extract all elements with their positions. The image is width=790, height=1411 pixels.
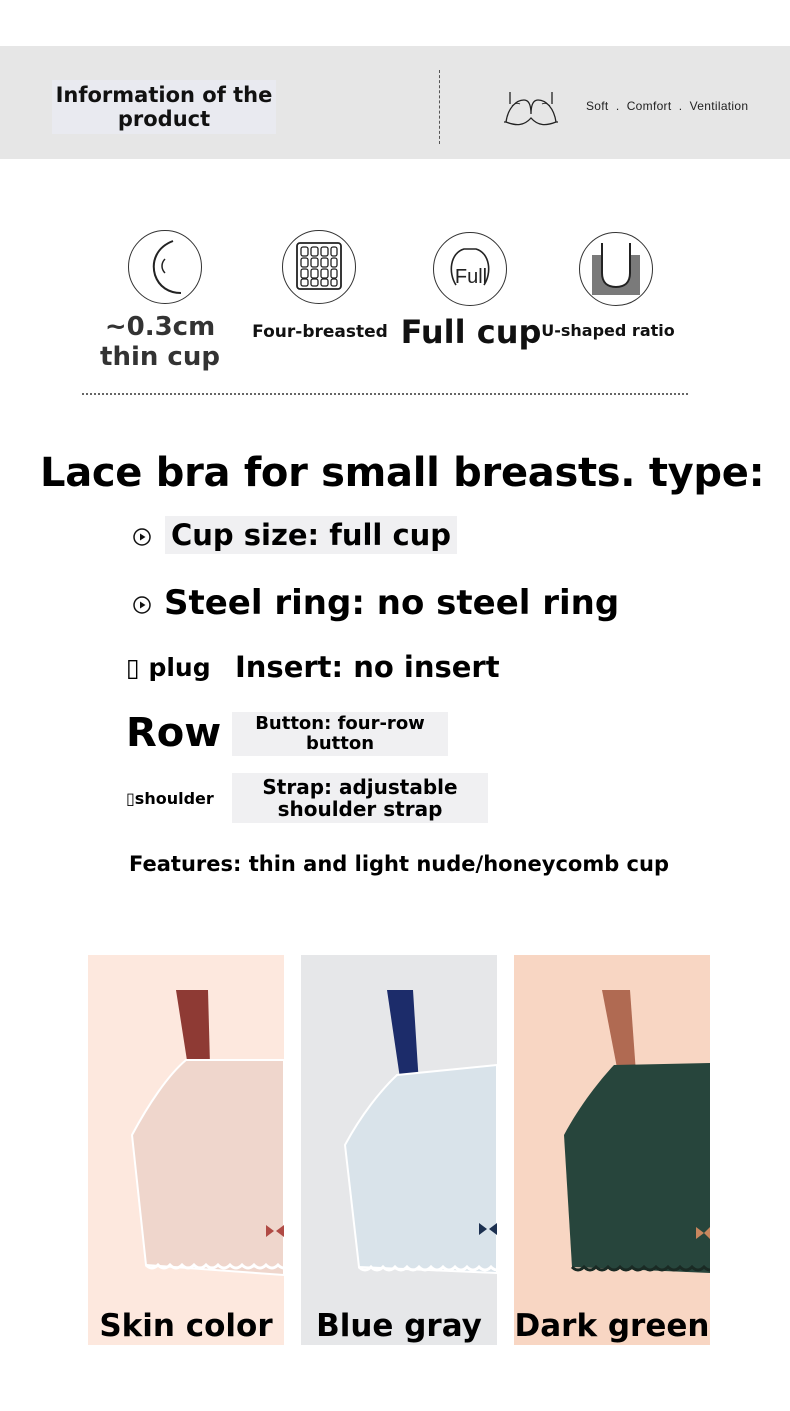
bra-outline-icon <box>502 86 560 130</box>
shoulder-tag: ▯shoulder <box>126 789 214 808</box>
thin-cup-icon <box>128 230 202 304</box>
color-label: Dark green <box>514 1308 710 1344</box>
u-shaped-ratio-label: U-shaped ratio <box>541 321 675 340</box>
full-cup-icon <box>433 232 507 306</box>
tagline: Soft . Comfort . Ventilation <box>586 99 749 113</box>
features-spec: Features: thin and light nude/honeycomb cup <box>129 852 669 876</box>
color-label: Blue gray <box>316 1308 482 1344</box>
full-cup-icon-text: Full <box>454 266 488 288</box>
full-cup-label: Full cup <box>400 313 542 351</box>
play-circle-icon <box>133 596 151 614</box>
color-card-skin[interactable] <box>88 955 284 1345</box>
u-shaped-ratio-icon <box>579 232 653 306</box>
color-label: Skin color <box>99 1308 273 1344</box>
insert-spec: Insert: no insert <box>235 650 500 684</box>
four-breasted-label: Four-breasted <box>252 322 388 342</box>
row-tag: Row <box>126 710 222 756</box>
product-info-title: Information of the product <box>52 80 276 134</box>
four-breasted-hook-icon <box>282 230 356 304</box>
play-circle-icon <box>133 528 151 546</box>
bra-product-image <box>88 955 284 1345</box>
spec-headline: Lace bra for small breasts. type: <box>40 450 765 496</box>
plug-tag: ▯ plug <box>126 653 211 682</box>
section-divider <box>82 393 688 395</box>
cup-size-spec: Cup size: full cup <box>165 516 457 554</box>
thin-cup-label: ~0.3cm thin cup <box>100 312 220 372</box>
bra-product-image <box>514 955 710 1345</box>
header-divider <box>439 70 440 144</box>
color-card-dark-green[interactable] <box>514 955 710 1345</box>
strap-spec: Strap: adjustable shoulder strap <box>232 773 488 823</box>
color-card-blue-gray[interactable] <box>301 955 497 1345</box>
bra-product-image <box>301 955 497 1345</box>
steel-ring-spec: Steel ring: no steel ring <box>164 583 620 623</box>
button-spec: Button: four-row button <box>232 712 448 756</box>
